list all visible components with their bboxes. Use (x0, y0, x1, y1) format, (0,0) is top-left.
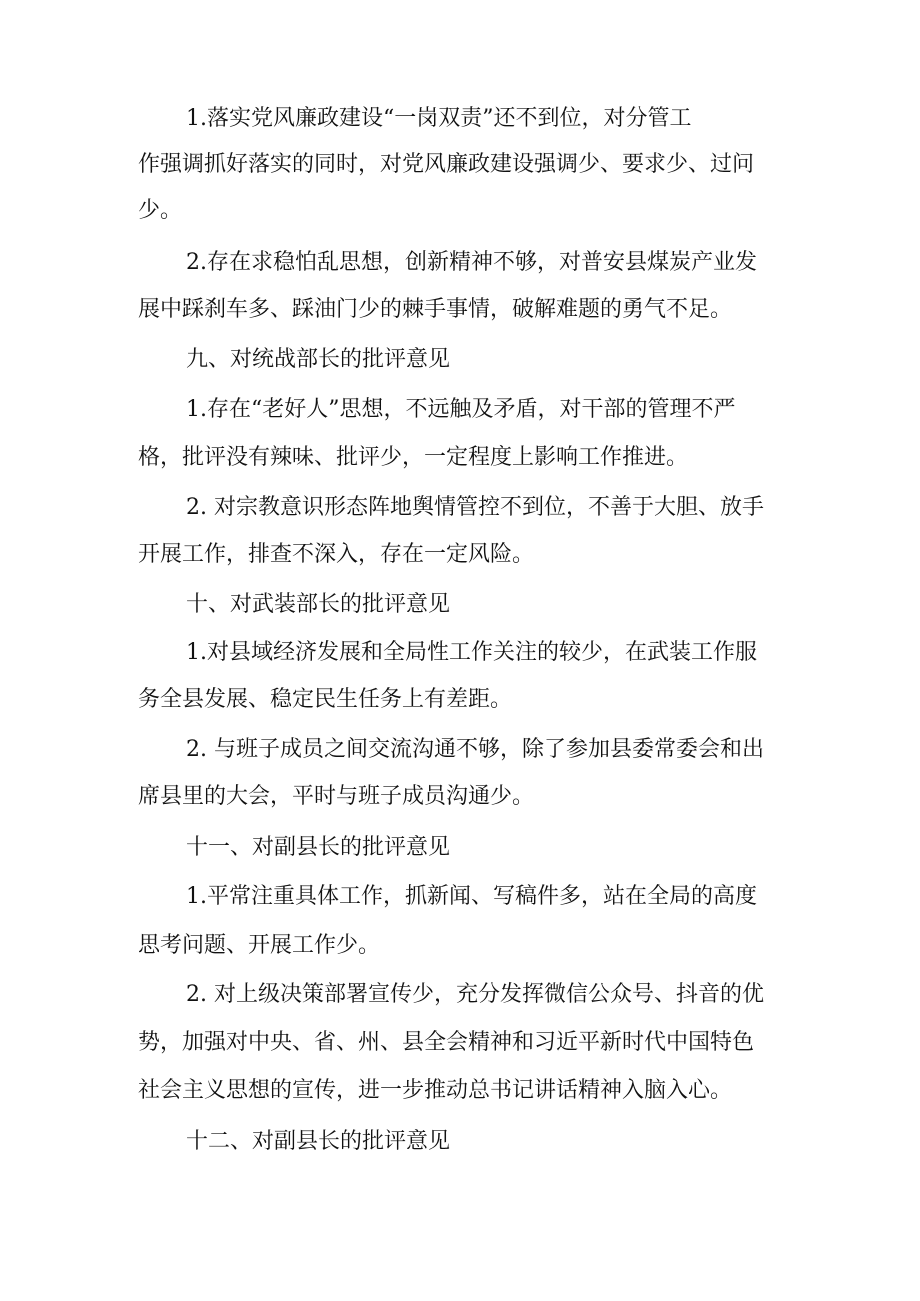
section-heading: 十二、对副县长的批评意见 (186, 1129, 451, 1154)
paragraph-line: 1.对县域经济发展和全局性工作关注的较少，在武装工作服 (186, 640, 757, 665)
section-heading: 十、对武装部长的批评意见 (186, 592, 451, 617)
paragraph-line: 开展工作，排查不深入，存在一定风险。 (138, 542, 535, 567)
paragraph-line: 席县里的大会，平时与班子成员沟通少。 (138, 784, 535, 809)
paragraph-line: 1.落实党风廉政建设“一岗双责”还不到位，对分管工 (186, 106, 692, 131)
paragraph-line: 思考问题、开展工作少。 (138, 933, 381, 958)
paragraph-line: 2.存在求稳怕乱思想，创新精神不够，对普安县煤炭产业发 (186, 250, 757, 275)
section-heading: 九、对统战部长的批评意见 (186, 347, 451, 372)
paragraph-line: 1.存在“老好人”思想，不远触及矛盾，对干部的管理不严 (186, 397, 736, 422)
paragraph-line: 势，加强对中央、省、州、县全会精神和习近平新时代中国特色 (138, 1030, 755, 1055)
paragraph-line: 展中踩刹车多、踩油门少的棘手事情，破解难题的勇气不足。 (138, 297, 733, 322)
paragraph-line: 少。 (138, 198, 183, 223)
section-heading: 十一、对副县长的批评意见 (186, 835, 451, 860)
paragraph-line: 2. 对上级决策部署宣传少，充分发挥微信公众号、抖音的优 (186, 982, 764, 1007)
paragraph-line: 务全县发展、稳定民生任务上有差距。 (138, 687, 513, 712)
paragraph-line: 1.平常注重具体工作，抓新闻、写稿件多，站在全局的高度 (186, 884, 757, 909)
paragraph-line: 作强调抓好落实的同时，对党风廉政建设强调少、要求少、过问 (138, 152, 755, 177)
paragraph-line: 社会主义思想的宣传，进一步推动总书记讲话精神入脑入心。 (138, 1078, 733, 1103)
paragraph-line: 格，批评没有辣味、批评少，一定程度上影响工作推进。 (138, 445, 689, 470)
paragraph-line: 2. 对宗教意识形态阵地舆情管控不到位，不善于大胆、放手 (186, 495, 764, 520)
paragraph-line: 2. 与班子成员之间交流沟通不够，除了参加县委常委会和出 (186, 737, 764, 762)
